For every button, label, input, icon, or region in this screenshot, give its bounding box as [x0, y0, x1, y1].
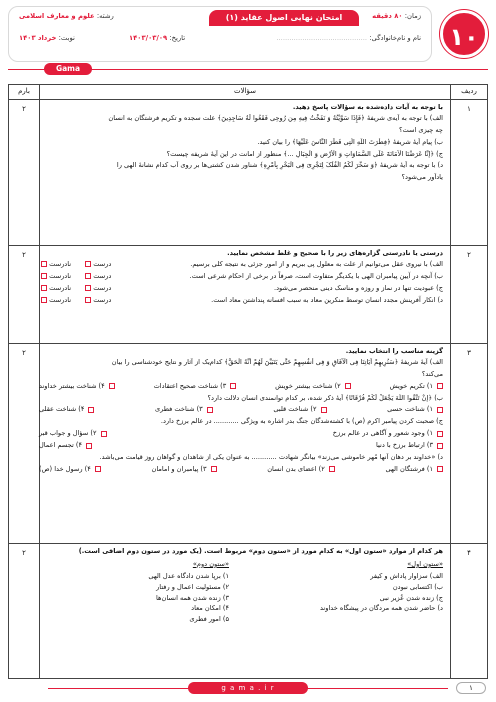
exam-header — [8, 6, 488, 62]
checkbox-icon[interactable] — [85, 273, 91, 279]
question-2 — [39, 249, 443, 307]
true-option[interactable]: درست — [83, 272, 111, 281]
q3-a-line: می‌کند؟ — [421, 369, 443, 378]
term-field: نوبت: خرداد ۱۴۰۳ — [19, 34, 75, 42]
time-field: زمان: ۸۰ دقیقه — [372, 12, 421, 20]
q1-score: ۲ — [22, 105, 26, 113]
column-two-item: ۲) مسئولیت اعمال و رفتار — [156, 582, 229, 591]
option[interactable]: ۴) شناخت بیشتر خداوند — [39, 382, 115, 391]
option[interactable]: ۴) رسول خدا (ص) — [39, 465, 101, 474]
column-one-item: د) حاضر شدن همه مردگان در پیشگاه خداوند — [319, 604, 443, 613]
option[interactable]: ۲) شناخت بیشتر خویش — [275, 382, 351, 391]
row-divider — [9, 245, 487, 246]
q3-number: ۳ — [467, 349, 471, 357]
tf-item: د) انکار آفرینش مجدد انسان توسط منکرین معاد به سبب افسانه پنداشتن معاد است. درست نادرست — [39, 296, 443, 305]
checkbox-icon[interactable] — [437, 443, 443, 449]
option[interactable]: ۲) سؤال و جواب قبر — [39, 429, 107, 438]
column-two-title: «ستون دوم» — [192, 559, 229, 568]
q3-d-options — [39, 465, 443, 474]
page-number: ۱ — [456, 682, 486, 694]
q1-line: ج) ﴿إِنَّا عَرَضْنَا الْأَمَانَةَ عَلَى السَّمَاوَاتِ وَ الْأَرْضِ وَ الْجِبَالِ ...﴾ منظور از امانت در این آیهٔ شریفه چیست؟ — [166, 149, 443, 158]
questions-table — [8, 84, 488, 679]
q1-line: چه چیزی است؟ — [399, 125, 443, 134]
question-4 — [39, 547, 443, 626]
exam-title: امتحان نهایی اصول عقاید (۱) — [209, 10, 359, 26]
question-3 — [39, 347, 443, 477]
checkbox-icon[interactable] — [41, 285, 47, 291]
matching-columns — [39, 560, 443, 626]
student-name-field: نام و نام‌خانوادگی: .......................................... — [276, 34, 421, 42]
website-link[interactable]: g a m a . i r — [188, 682, 308, 694]
checkbox-icon[interactable] — [437, 407, 443, 413]
row-divider — [9, 343, 487, 344]
q4-heading: هر کدام از موارد «ستون اول» به کدام مورد از «ستون دوم» مربوط است. (یک مورد در ستون دوم اضافی است.) — [78, 547, 443, 555]
column-two-item: ۴) امکان معاد — [191, 604, 229, 613]
option[interactable]: ۴) شناخت عقلی — [39, 405, 94, 414]
false-option[interactable]: نادرست — [39, 296, 71, 305]
checkbox-icon[interactable] — [345, 383, 351, 389]
row-divider — [9, 543, 487, 544]
q4-score: ۲ — [22, 549, 26, 557]
checkbox-icon[interactable] — [85, 261, 91, 267]
option[interactable]: ۳) پیامبران و امامان — [152, 465, 217, 474]
column-two-item: ۵) امور فطری — [189, 615, 229, 624]
checkbox-icon[interactable] — [85, 297, 91, 303]
column-one-item: ج) زنده شدن عُزیر نبی — [379, 593, 443, 602]
column-two-item: ۳) زنده شدن همه انسان‌ها — [156, 593, 229, 602]
col-header-row: ردیف — [461, 87, 477, 95]
q1-line: ب) پیام آیهٔ شریفهٔ ﴿فِطْرَتَ اللَّهِ الَّتِی فَطَرَ النَّاسَ عَلَیْهَا﴾ را بیان کنید. — [257, 137, 443, 146]
q1-line: یادآور می‌شود؟ — [401, 173, 443, 182]
question-1 — [39, 103, 443, 185]
q3-c-line: ج) صحبت کردن پیامبر اکرم (ص) با کشته‌شدگان جنگ بدر اشاره به ویژگی ............ در عالم برزخ دارد. — [160, 417, 443, 426]
option[interactable]: ۴) تجسم اعمال — [39, 441, 92, 450]
gama-logo: Gama — [44, 63, 92, 75]
q3-b-options — [39, 405, 443, 414]
q3-b-line: ب) ﴿إِنْ تَتَّقُوا اللَّهَ یَجْعَلْ لَکُمْ فُرْقَانًا﴾ آیهٔ ذکر شده، بر کدام توانمندی انسان دلالت دارد؟ — [207, 393, 443, 402]
column-one — [253, 560, 443, 626]
option[interactable]: ۱) شناخت حسی — [387, 405, 443, 414]
q3-a-line: الف) آیهٔ شریفهٔ ﴿سَنُرِیهِمْ آیَاتِنَا فِی الْآفَاقِ وَ فِی أَنفُسِهِمْ حَتَّى یَتَبَیَّنَ لَهُمْ أَنَّهُ الْحَقُّ﴾ کدام‌یک از آثار و نتایج خودشناسی را بیان — [111, 357, 443, 366]
date-field: تاریخ: ۱۴۰۳/۰۳/۰۹ — [129, 34, 186, 42]
column-one-item: الف) سزاوار پاداش و کیفر — [370, 571, 443, 580]
field-field: رشته: علوم و معارف اسلامی — [19, 12, 114, 20]
page-footer — [8, 682, 488, 696]
option[interactable]: ۱) فرشتگان الهی — [386, 465, 444, 474]
option[interactable]: ۳) شناخت صحیح اعتقادات — [154, 382, 237, 391]
q3-score: ۲ — [22, 349, 26, 357]
q1-line: د) با توجه به آیهٔ شریفهٔ ﴿وَ سَخَّرَ لَکُمُ الْفُلْکَ لِتَجْرِیَ فِی الْبَحْرِ بِأَمْرِهِ﴾ شناور شدن کشتی‌ها بر روی آب کدام نشانهٔ الهی را — [116, 161, 443, 170]
false-option[interactable]: نادرست — [39, 272, 71, 281]
q1-line: الف) با توجه به آیه‌ی شریفهٔ ﴿فَإِذَا سَوَّیْتُهُ وَ نَفَخْتُ فِیهِ مِن رُوحِی فَقَعُوا لَهُ سَاجِدِینَ﴾ علت سجده و تکریم فرشتگان به انسان — [108, 113, 443, 122]
false-option[interactable]: نادرست — [39, 284, 71, 293]
q3-heading: گزینه مناسب را انتخاب نمایید. — [345, 347, 443, 355]
checkbox-icon[interactable] — [41, 297, 47, 303]
true-option[interactable]: درست — [83, 260, 111, 269]
checkbox-icon[interactable] — [329, 466, 335, 472]
row-divider — [9, 99, 487, 100]
tf-item: الف) با نیروی عقل می‌توانیم از علت به معلول پی ببریم و از امور جزئی به نتیجه کلی برسیم. درست نادرست — [39, 260, 443, 269]
option[interactable]: ۲) اعضای بدن انسان — [267, 465, 335, 474]
col-header-score: بارم — [18, 87, 30, 95]
q2-heading: درستی یا نادرستی گزاره‌های زیر را با صحیح و غلط مشخص نمایید. — [227, 249, 443, 257]
col-divider — [450, 85, 451, 678]
checkbox-icon[interactable] — [109, 383, 115, 389]
checkbox-icon[interactable] — [86, 443, 92, 449]
column-one-title: «ستون اول» — [407, 559, 443, 568]
checkbox-icon[interactable] — [437, 466, 443, 472]
q4-number: ۴ — [467, 549, 471, 557]
q2-score: ۲ — [22, 251, 26, 259]
column-two — [39, 560, 229, 626]
checkbox-icon[interactable] — [230, 383, 236, 389]
option[interactable]: ۱) وجود شعور و آگاهی در عالم برزخ — [333, 429, 443, 438]
checkbox-icon[interactable] — [211, 466, 217, 472]
option[interactable]: ۱) تکریم خویش — [390, 382, 443, 391]
q3-d-line: د) «خداوند بر دهان آنها مُهر خاموشی می‌زند» بیانگر شهادت ............ به عنوان یکی از شاهدان و گواهان روز قیامت می‌باشد. — [99, 453, 443, 462]
checkbox-icon[interactable] — [321, 407, 327, 413]
checkbox-icon[interactable] — [41, 261, 47, 267]
q3-a-options — [39, 382, 443, 391]
grade-badge: ۱۰ — [440, 10, 488, 58]
q2-number: ۲ — [467, 251, 471, 259]
column-two-item: ۱) برپا شدن دادگاه عدل الهی — [148, 571, 229, 580]
checkbox-icon[interactable] — [207, 407, 213, 413]
q1-heading: با توجه به آیات داده‌شده به سؤالات پاسخ دهید. — [292, 103, 443, 111]
header-info-box — [8, 6, 432, 62]
false-option[interactable]: نادرست — [39, 260, 71, 269]
true-option[interactable]: درست — [83, 284, 111, 293]
option[interactable]: ۳) ارتباط برزخ با دنیا — [376, 441, 443, 450]
column-one-item: ب) اکتسابی نبودن — [392, 582, 443, 591]
col-header-questions: سؤالات — [233, 87, 256, 95]
tf-item: ب) آنچه در آیین پیامبران الهی با یکدیگر متفاوت است، صرفاً در برخی از احکام شرعی است. درست نادرست — [39, 272, 443, 281]
true-option[interactable]: درست — [83, 296, 111, 305]
q3-c-options — [39, 429, 443, 438]
checkbox-icon[interactable] — [437, 383, 443, 389]
checkbox-icon[interactable] — [85, 285, 91, 291]
q1-number: ۱ — [467, 105, 471, 113]
checkbox-icon[interactable] — [41, 273, 47, 279]
option[interactable]: ۳) شناخت فطری — [155, 405, 213, 414]
option[interactable]: ۲) شناخت قلبی — [273, 405, 326, 414]
checkbox-icon[interactable] — [437, 431, 443, 437]
q3-c-options — [39, 441, 443, 450]
checkbox-icon[interactable] — [101, 431, 107, 437]
checkbox-icon[interactable] — [95, 466, 101, 472]
checkbox-icon[interactable] — [88, 407, 94, 413]
tf-item: ج) عبودیت تنها در نماز و روزه و مناسک دینی منحصر می‌شود. درست نادرست — [39, 284, 443, 293]
